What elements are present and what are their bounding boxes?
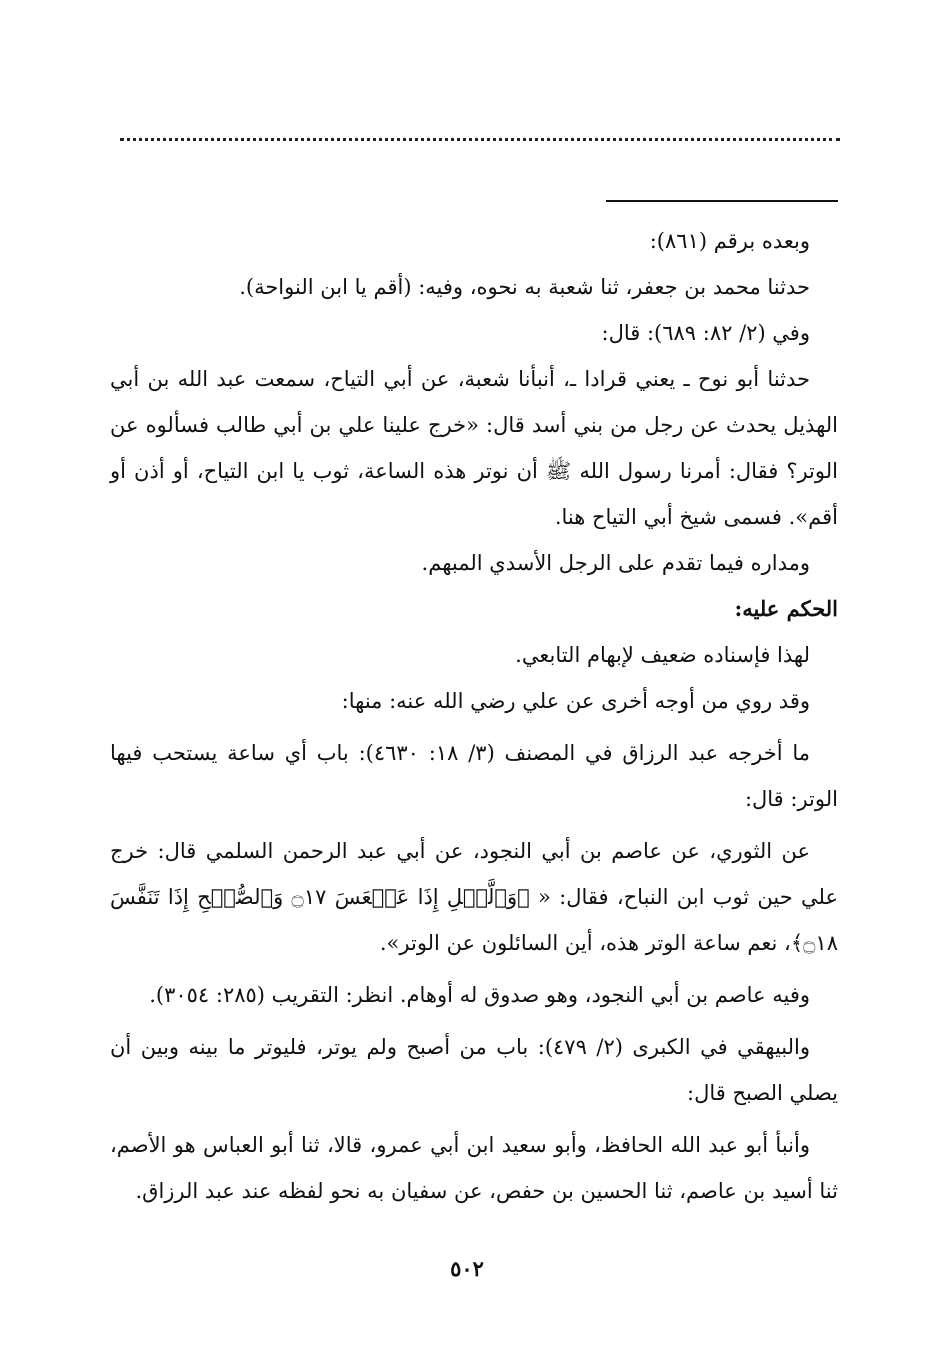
paragraph-other-routes: وقد روي من أوجه أخرى عن علي رضي الله عنه: منها: — [341, 689, 810, 713]
paragraph-asim: وفيه عاصم بن أبي النجود، وهو صدوق له أوهام. انظر: التقريب (٢٨٥: ٣٠٥٤). — [149, 983, 810, 1007]
paragraph-isnad-bayhaqi: وأنبأ أبو عبد الله الحافظ، وأبو سعيد ابن أبي عمرو، قالا، ثنا أبو العباس هو الأصم، ثنا أسيد بن عاصم، ثنا الحسين بن حفص، عن سفيان به نحو لفظه عند عبد الرزاق. — [110, 1133, 838, 1203]
paragraph-ruling: لهذا فإسناده ضعيف لإبهام التابعي. — [515, 643, 810, 667]
page-number: ٥٠٢ — [450, 1256, 484, 1281]
paragraph-thawri: عن الثوري، عن عاصم بن أبي النجود، عن أبي عبد الرحمن السلمي قال: خرج علي حين ثوب ابن النباح، فقال: « ﴿وَٱلَّيۡلِ إِذَا عَسۡعَسَ ۝١٧ وَٱلصُّبۡحِ إِذَا تَنَفَّسَ ۝١٨﴾، نعم ساعة الوتر هذه، أين السائلون عن الوتر». — [110, 839, 838, 955]
paragraph-madar: ومداره فيما تقدم على الرجل الأسدي المبهم. — [421, 551, 810, 575]
page-body — [110, 218, 838, 1214]
paragraph-bayhaqi: والبيهقي في الكبرى (٢/ ٤٧٩): باب من أصبح ولم يوتر، فليوتر ما بينه وبين أن يصلي الصبح قال: — [110, 1035, 838, 1105]
paragraph-reference: وفي (٢/ ٨٢: ٦٨٩): قال: — [601, 321, 810, 345]
dotted-separator — [120, 138, 840, 141]
paragraph-abdurrazzaq: ما أخرجه عبد الرزاق في المصنف (٣/ ١٨: ٤٦٣٠): باب أي ساعة يستحب فيها الوتر: قال: — [110, 741, 838, 811]
paragraph-hadith-abu-nuh: حدثنا أبو نوح ـ يعني قرادا ـ، أنبأنا شعبة، عن أبي التياح، سمعت عبد الله بن أبي الهذيل يحدث عن رجل من بني أسد قال: «خرج علينا علي بن أبي طالب فسألوه عن الوتر؟ فقال: أمرنا رسول الله ﷺ أن نوتر هذه الساعة، ثوب يا ابن التياح، أو أذن أو أقم». فسمى شيخ أبي التياح هنا. — [110, 367, 838, 529]
footnote-rule — [606, 200, 838, 202]
paragraph-narration-number: وبعده برقم (٨٦١): — [649, 229, 810, 253]
paragraph-hadith-muhammad: حدثنا محمد بن جعفر، ثنا شعبة به نحوه، وفيه: (أقم يا ابن النواحة). — [239, 275, 810, 299]
section-heading-ruling: الحكم عليه: — [734, 596, 838, 621]
